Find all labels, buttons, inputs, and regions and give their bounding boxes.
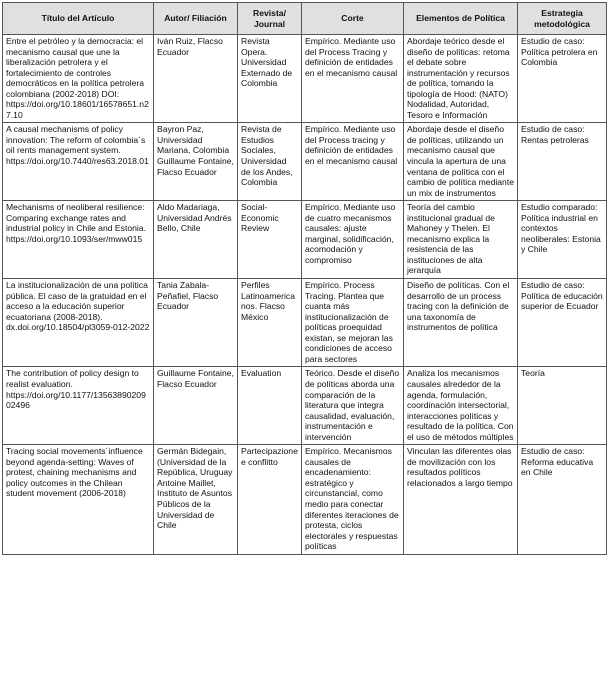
cell-autor: Iván Ruiz, Flacso Ecuador [154,35,238,123]
table-row [3,445,607,554]
cell-revista: Perfiles Latinoamericanos. Flacso México [238,279,302,367]
cell-elementos: Abordaje desde el diseño de políticas, utilizando un mecanismo causal que vincula la apertura de una ventana de política con el cambio de política mediante un mix de instrumentos [404,123,518,201]
cell-estrategia: Estudio comparado: Política industrial en contextos neoliberales: Estonia y Chile [518,201,607,279]
cell-autor: Germán Bidegain, (Universidad de la República, Uruguay Antoine Maillet, Instituto de Asuntos Públicos de la Universidad de Chile [154,445,238,554]
header-estrategia: Estrategia metodológica [518,3,607,35]
cell-corte: Empírico. Mediante uso de cuatro mecanismos causales: ajuste marginal, solidificación, acomodación y compromiso [302,201,404,279]
cell-corte: Teórico. Desde el diseño de políticas aborda una comparación de la literatura que integra causalidad, evaluación, instrumentación e intervención [302,367,404,445]
table-row [3,201,607,279]
cell-corte: Empírico. Mecanismos causales de encadenamiento: estratégico y circunstancial, como medio para conectar diferentes iteraciones de protesta, ciclos electorales y respuestas políticas [302,445,404,554]
cell-titulo: Entre el petróleo y la democracia: el mecanismo causal que une la liberalización petrolera y el fortalecimiento de controles democráticos en la política petrolera colombiana (2002-2018) DOI: https://doi.org/10.18601/16578651.n27.10 [3,35,154,123]
articles-table [2,2,607,555]
cell-corte: Empírico. Mediante uso del Process tracing y definición de entidades en el mecanismo causal [302,123,404,201]
cell-elementos: Analiza los mecanismos causales alrededor de la agenda, formulación, coordinación intersectorial, interacciones políticas y resultado de la política. Con el uso de métodos múltiples [404,367,518,445]
table-row [3,35,607,123]
cell-elementos: Diseño de políticas. Con el desarrollo de un process tracing con la definición de una taxonomía de instrumentos de política [404,279,518,367]
cell-revista: Revista Opera. Universidad Externado de Colombia [238,35,302,123]
cell-corte: Empírico. Process Tracing. Plantea que cuanta más institucionalización de políticas proequidad existan, se mejoran las condiciones de acceso para sectores [302,279,404,367]
cell-titulo: Mechanisms of neoliberal resilience: Comparing exchange rates and industrial policy in Chile and Estonia. https://doi.org/10.1093/ser/mww015 [3,201,154,279]
header-elementos: Elementos de Política [404,3,518,35]
cell-revista: Partecipazione e conflitto [238,445,302,554]
cell-autor: Aldo Madariaga, Universidad Andrés Bello, Chile [154,201,238,279]
cell-titulo: The contribution of policy design to realist evaluation. https://doi.org/10.1177/1356389020902496 [3,367,154,445]
cell-estrategia: Estudio de caso: Reforma educativa en Chile [518,445,607,554]
header-revista: Revista/ Journal [238,3,302,35]
cell-titulo: A causal mechanisms of policy innovation: The reform of colombia´s oil rents management system. https://doi.org/10.7440/res63.2018.01 [3,123,154,201]
cell-titulo: La institucionalización de una política pública. El caso de la gratuidad en el acceso a la educación superior ecuatoriana (2008-2018). dx.doi.org/10.18504/pl3059-012-2022 [3,279,154,367]
cell-autor: Guillaume Fontaine, Flacso Ecuador [154,367,238,445]
cell-titulo: Tracing social movements´influence beyond agenda-setting: Waves of protest, chaining mechanisms and policy outcomes in the Chilean student movement (2006-2018) [3,445,154,554]
header-corte: Corte [302,3,404,35]
cell-revista: Evaluation [238,367,302,445]
header-autor: Autor/ Filiación [154,3,238,35]
cell-estrategia: Estudio de caso: Política de educación superior de Ecuador [518,279,607,367]
cell-autor: Tania Zabala-Peñafiel, Flacso Ecuador [154,279,238,367]
cell-corte: Empírico. Mediante uso del Process Tracing y definición de entidades en el mecanismo causal [302,35,404,123]
table-row [3,367,607,445]
table-row [3,123,607,201]
cell-autor: Bayron Paz, Universidad Mariana, Colombia Guillaume Fontaine, Flacso Ecuador [154,123,238,201]
cell-estrategia: Estudio de caso: Política petrolera en Colombia [518,35,607,123]
header-titulo: Título del Artículo [3,3,154,35]
header-row [3,3,607,35]
cell-estrategia: Estudio de caso: Rentas petroleras [518,123,607,201]
cell-elementos: Abordaje teórico desde el diseño de políticas: retoma el debate sobre instrumentación y recursos de política, tomando la tipología de Hood: (NATO) Nodalidad, Autoridad, Tesoro e Información [404,35,518,123]
cell-estrategia: Teoría [518,367,607,445]
table-row [3,279,607,367]
cell-elementos: Teoría del cambio institucional gradual de Mahoney y Thelen. El mecanismo explica la resistencia de las instituciones de alta jerarquía [404,201,518,279]
cell-elementos: Vinculan las diferentes olas de movilización con los resultados políticos relacionados a largo tiempo [404,445,518,554]
cell-revista: Revista de Estudios Sociales, Universidad de los Andes, Colombia [238,123,302,201]
cell-revista: Social-Economic Review [238,201,302,279]
